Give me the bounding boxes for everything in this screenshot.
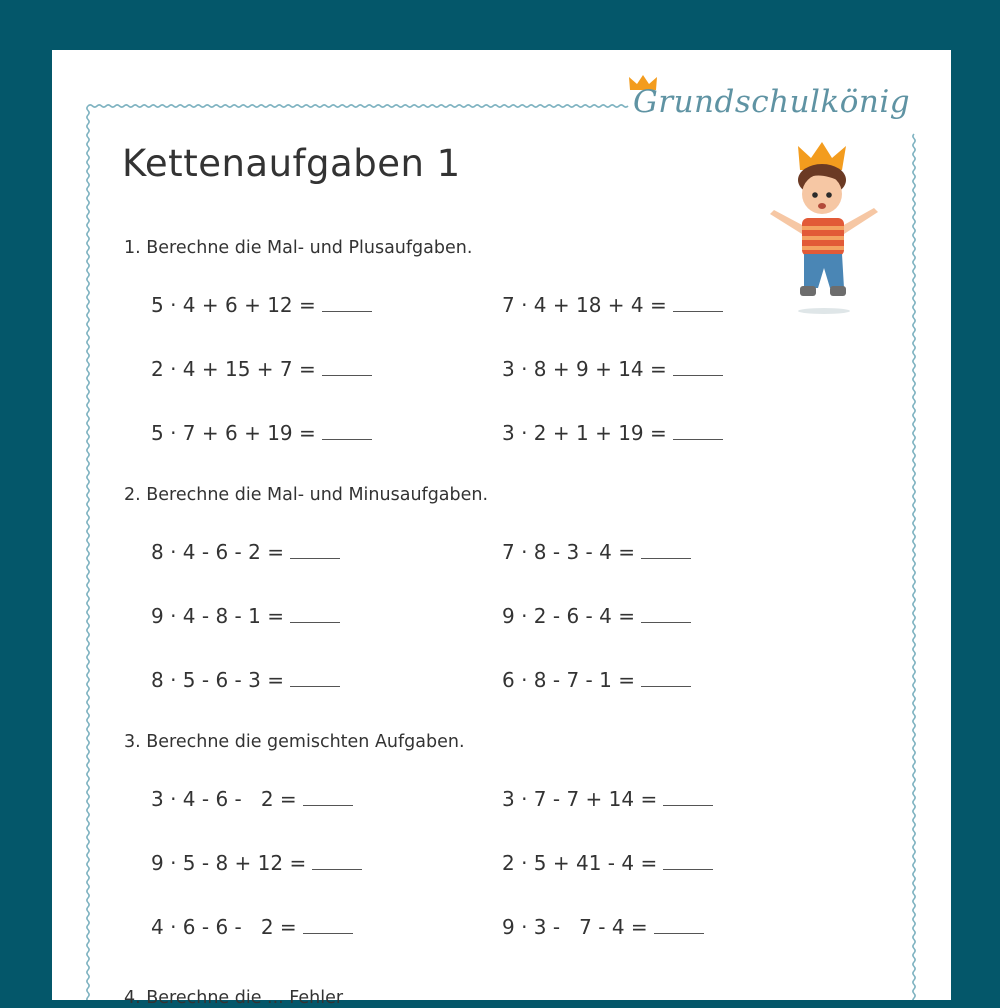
answer-blank[interactable] [290, 544, 340, 559]
math-expression: 5 · 7 + 6 + 19 = [151, 421, 316, 445]
answer-blank[interactable] [641, 672, 691, 687]
math-expression: 3 · 4 - 6 - 2 = [151, 787, 297, 811]
math-problem [151, 851, 362, 875]
math-problem [151, 357, 372, 381]
math-expression: 7 · 8 - 3 - 4 = [502, 540, 635, 564]
math-problem [151, 604, 340, 628]
math-expression: 7 · 4 + 18 + 4 = [502, 293, 667, 317]
kid-with-crown-illustration [764, 138, 884, 318]
math-expression: 3 · 2 + 1 + 19 = [502, 421, 667, 445]
answer-blank[interactable] [312, 855, 362, 870]
answer-blank[interactable] [641, 544, 691, 559]
math-problem [502, 293, 723, 317]
math-expression: 2 · 5 + 41 - 4 = [502, 851, 658, 875]
task-heading-1: 1. Berechne die Mal- und Plusaufgaben. [124, 238, 473, 258]
math-problem [502, 851, 713, 875]
answer-blank[interactable] [654, 919, 704, 934]
answer-blank[interactable] [322, 361, 372, 376]
math-problem [502, 787, 713, 811]
page-title: Kettenaufgaben 1 [122, 142, 461, 185]
math-expression: 9 · 4 - 8 - 1 = [151, 604, 284, 628]
answer-blank[interactable] [290, 608, 340, 623]
answer-blank[interactable] [290, 672, 340, 687]
math-expression: 9 · 5 - 8 + 12 = [151, 851, 307, 875]
math-expression: 6 · 8 - 7 - 1 = [502, 668, 635, 692]
answer-blank[interactable] [303, 791, 353, 806]
answer-blank[interactable] [322, 297, 372, 312]
math-problem [502, 357, 723, 381]
math-problem [151, 421, 372, 445]
answer-blank[interactable] [673, 361, 723, 376]
math-expression: 2 · 4 + 15 + 7 = [151, 357, 316, 381]
math-expression: 3 · 7 - 7 + 14 = [502, 787, 658, 811]
task-heading-4-partial: 4. Berechne die ... Fehler [124, 988, 344, 1008]
math-problem [151, 787, 353, 811]
math-expression: 8 · 5 - 6 - 3 = [151, 668, 284, 692]
math-problem [151, 668, 340, 692]
math-problem [502, 604, 691, 628]
brand-logo-text: Grundschulkönig [633, 84, 911, 120]
answer-blank[interactable] [641, 608, 691, 623]
math-problem [502, 668, 691, 692]
math-problem [151, 540, 340, 564]
math-expression: 4 · 6 - 6 - 2 = [151, 915, 297, 939]
math-problem [151, 915, 353, 939]
math-problem [502, 421, 723, 445]
math-expression: 9 · 2 - 6 - 4 = [502, 604, 635, 628]
math-problem [502, 915, 704, 939]
task-heading-2: 2. Berechne die Mal- und Minusaufgaben. [124, 485, 489, 505]
math-expression: 9 · 3 - 7 - 4 = [502, 915, 648, 939]
math-expression: 3 · 8 + 9 + 14 = [502, 357, 667, 381]
math-problem [502, 540, 691, 564]
math-problem [151, 293, 372, 317]
worksheet-page [52, 50, 951, 1008]
answer-blank[interactable] [663, 855, 713, 870]
math-expression: 5 · 4 + 6 + 12 = [151, 293, 316, 317]
task-heading-3: 3. Berechne die gemischten Aufgaben. [124, 732, 465, 752]
answer-blank[interactable] [322, 425, 372, 440]
answer-blank[interactable] [673, 425, 723, 440]
answer-blank[interactable] [303, 919, 353, 934]
answer-blank[interactable] [663, 791, 713, 806]
answer-blank[interactable] [673, 297, 723, 312]
math-expression: 8 · 4 - 6 - 2 = [151, 540, 284, 564]
